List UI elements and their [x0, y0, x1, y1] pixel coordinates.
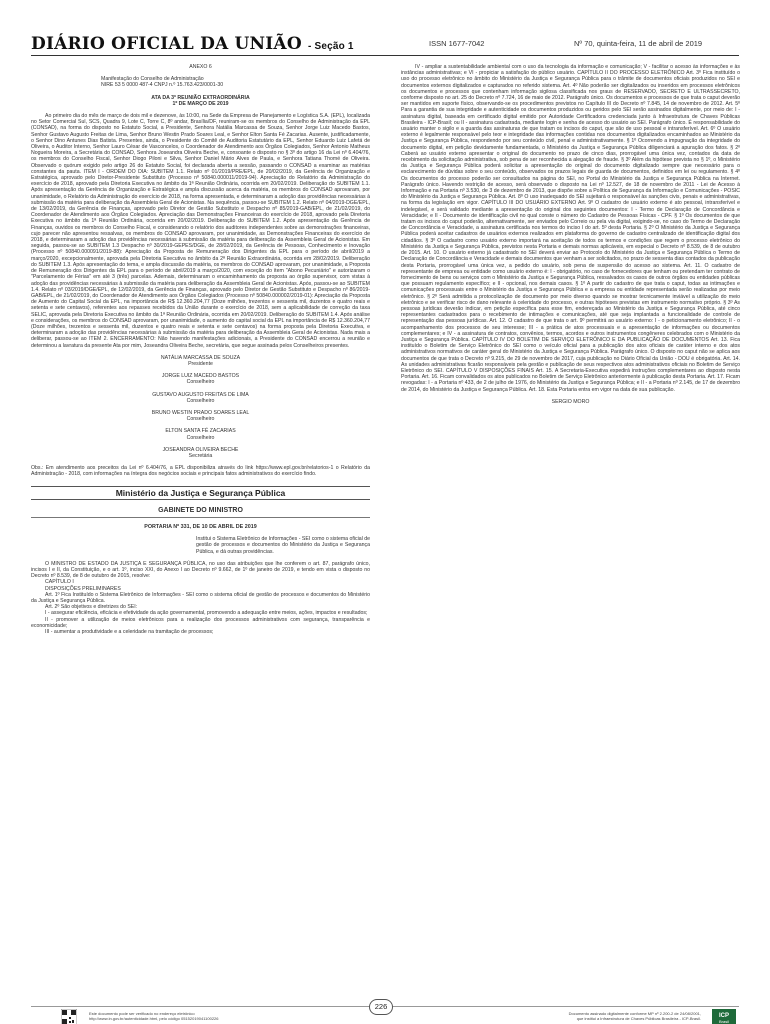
anexo-label: ANEXO 6	[189, 64, 212, 70]
ata-body: Ao primeiro dia do mês de março de dois mil e dezenove, às 10:00, na Sede da Empresa de Planejamento e Logística S.A. (EPL), localizada no Setor Comercial Sul, SCS, Quadra 9, Lote C, Torre C, 8º andar, Brasília/DF, reuniram-se os membros do Conselho de Administração da EPL (CONSAD), na forma do disposto no Estatuto Social, a Presidente, Senhora Natália Marcassa de Souza, Senhor Jorge Luiz Macedo Bastos, Senhor Gustavo Augusto Freitas de Lima, Senhor Bruno Westin Prado Soares Leal, e Senhor Elton Santa Fé Zacarias. Ausente, justificadamente, o Senhor Dino Antunes Dias Batista. Presentes, ainda, o Presidente do Comitê de Auditoria Estatutário da EPL, Senhor Eduardo Luiz Lafetá de Oliveira, o Auditor Interno, Senhor Lauro César de Vasconcelos, o Coordenador de Atendimento aos Órgãos Colegiados, Senhor Antonio Matheus Nogueira Moreira, a Secretária do CONSAD, Senhora Joseandra Oliveira Beche, e, consoante o disposto no § 3º do artigo 16 da Lei nº 6.404/76, os membros do Conselho Fiscal, Senhor Diogo Piloni e Silva, Senhor Daniel Mário Alves de Paula, e Senhora Tatiana Thomé de Oliveira. Observado o quórum exigido pelo artigo 26 do Estatuto Social, foi declarada aberta a sessão, passando o CONSAD a examinar as matérias constantes da pauta. ITEM I - ORDEM DO DIA: SUBITEM 1.1. Relato nº 01/2019/PRE/EPL, de 20/02/2019, da Gerência de Organização e Estratégica, aprovado pelo Diretor-Presidente Substituto (Processo nº 50840.000011/2019-94). Apreciação do Relatório da Administração do exercício de 2018, aprovado pela Diretoria Executiva no âmbito da 1ª Reunião Ordinária, ocorrida em 20/02/2019. Deliberação do SUBITEM 1.1. Após apresentação da Gerência de Organização e Estratégica e ampla discussão acerca da matéria, os membros do CONSAD aprovaram, por unanimidade, o Relatório da Administração do exercício de 2018, na forma apresentada, e determinaram a adoção das providências necessárias à submissão da matéria para deliberação da Assembleia Geral de Acionistas. Na sequência, passou-se SUBITEM 1.2. Relato nº 04/2019-DGE/EPL, de 13/02/2019, da Gerência de Finanças, aprovado pelo Diretor de Gestão Substituto e Despacho nº 85/2019-GAB/EPL, de 21/02/2019, do Coordenador de Atendimento aos Órgãos Colegiados. Apreciação das Demonstrações Financeiras do exercício de 2018, aprovado pela Diretoria Executiva no âmbito da 1ª Reunião Ordinária, ocorrida em 20/02/2019. Deliberação do SUBITEM 1.2. Após apresentação da Gerência de Finanças, ouvidos os membros do Conselho Fiscal, e considerando o relatório dos auditores independentes sobre as demonstrações financeiras, cujo parecer não apresentou ressalvas, os membros do CONSAD aprovaram, por unanimidade, as Demonstrações Financeiras do exercício de 2018, e determinaram a adoção das providências necessárias à submissão da matéria para deliberação da Assembleia Geral de Acionistas. Em seguida, passou-se ao SUBITEM 1.3 Despacho nº 30/2019-GEPES/DGE, de 28/02/2019, da Gerência de Pessoas, Conhecimento e Inovação (Processo nº 50840.000091/2019-88): Apreciação da Proposta de Remuneração dos Dirigentes da EPL para o período de abril/2019 a março/2020, excepcionalmente, aprovada pela Diretoria Executiva no âmbito da 2ª Reunião Extraordinária, ocorrida em 28/02/2019. Deliberação do SUBITEM 1.3. Após apresentação do tema, e ampla discussão da matéria, os membros do CONSAD aprovaram, por unanimidade, a Proposta de Remuneração dos Dirigentes da EPL para o período de abril/2019 a março/2020, com exceção do item "Abono Pecuniário" e autorizaram o "Parcelamento de Férias" em até 3 (três) parcelas. Ademais, determinaram o encaminhamento da proposta ao órgão supervisor, com vistas à adoção das providências necessárias à submissão da matéria para deliberação da Assembleia Geral de Acionistas. Após, passou-se ao SUBITEM 1.4. Relato nº 03/2019/DGE/EPL, de 12/02/2019, da Gerência de Finanças, aprovado pelo Diretor de Gestão Substituto e Despacho nº 86/2019-GAB/EPL, de 21/02/2019, do Coordenador de Atendimento aos Órgãos Colegiados (Processo nº 50840.000002/2019-01): Apreciação da Proposta de Aumento do Capital Social da EPL, na importância de R$ 12.360.204,77 (Doze milhões, trezentos e sessenta mil, duzentos e quatro reais e setenta e sete centavos), referentes aos repasses recebidos da União durante o exercício de 2018, sem a aplicabilidade de correção da taxa SELIC, aprovada pela Diretoria Executiva no âmbito da 1ª Reunião Ordinária, ocorrida em 20/02/2019. Deliberação do SUBITEM 1.4. Após análise e considerações, os membros do CONSAD aprovaram, por unanimidade, o aumento do capital social da EPL na importância de R$ 12.360.204,77 (Doze milhões, trezentos e sessenta mil, duzentos e quatro reais e setenta e sete centavos) na forma proposta pela Diretoria Executiva, e determinaram a adoção das providências necessárias à submissão da matéria para deliberação da Assembleia Geral de Acionistas. Nada mais a deliberar, passou-se ao ITEM 2. ENCERRAMENTO: Não havendo manifestações adicionais, a Presidente do CONSAD encerrou a reunião e determinou a lavratura da presente Ata por mim, Joseandra Oliveira Beche, secretária, que segue assinada pelos Conselheiros presentes.	[31, 113, 370, 349]
footer-signature-note: Documento assinado digitalmente conforme MP nº 2.200-2 de 24/08/2001, que institui a Infraestrutura de Chaves Públicas Brasileira - ICP-Brasil.	[568, 1011, 701, 1021]
portaria-preamble: O MINISTRO DE ESTADO DA JUSTIÇA E SEGURANÇA PÚBLICA, no uso das atribuições que lhe conferem o art. 87, parágrafo único, incisos I e II, da Constituição, e o art. 1º, inciso XXI, do Anexo I ao Decreto nº 9.662, de 1º de janeiro de 2019, e tendo em vista o disposto no Decreto nº 8.539, de 8 de outubro de 2015, resolve:	[31, 560, 370, 580]
left-column	[31, 64, 370, 1004]
icp-brasil-logo-icon	[712, 1009, 736, 1024]
page-footer	[31, 1002, 739, 1024]
gabinete-heading: GABINETE DO MINISTRO	[31, 508, 370, 518]
article-2-item-i: I - assegurar eficiência, eficácia e efetividade da ação governamental, promovendo a adequação entre meios, ações, impactos e resultados;	[45, 610, 368, 617]
masthead	[31, 34, 354, 54]
signature: GUSTAVO AUGUSTO FREITAS DE LIMA Conselheiro	[152, 391, 249, 404]
manifestacao-line-1: Manifestação do Conselho de Administração	[101, 76, 204, 83]
qr-code-icon	[61, 1009, 77, 1024]
chapter-1-title: DISPOSIÇÕES PRELIMINARES	[45, 585, 121, 592]
page-number: 226	[369, 999, 393, 1015]
right-column	[401, 64, 740, 1004]
signature-block	[31, 355, 370, 459]
section-label: - Seção 1	[307, 41, 354, 52]
svg-text:ICP: ICP	[718, 1013, 730, 1019]
ata-date: 1º DE MARÇO DE 2019	[172, 100, 229, 107]
page-header	[31, 34, 739, 56]
signature: JOSEANDRA OLIVEIRA BECHE Secretária	[162, 446, 239, 459]
signature: NATÁLIA MARCASSA DE SOUZA Presidente	[160, 354, 241, 367]
portaria-ementa: Institui o Sistema Eletrônico de Informações - SEI como o sistema oficial de gestão de processos e documentos do Ministério da Justiça e Segurança Pública, e dá outras providências.	[196, 536, 370, 555]
ministry-heading: Ministério da Justiça e Segurança Pública	[31, 486, 370, 500]
chapter-1: CAPÍTULO I	[45, 579, 74, 586]
signer-name: SERGIO MORO	[551, 398, 590, 405]
footer-verification: Este documento pode ser verificado no endereço eletrônico http://www.in.gov.br/autenticidade.html, pelo código 05152019041100226	[89, 1011, 219, 1021]
svg-text:Brasil: Brasil	[718, 1019, 730, 1024]
article-2-item-iii: III - aumentar a produtividade e a celeridade na tramitação de processos;	[45, 629, 214, 636]
portaria-title: PORTARIA Nº 331, DE 10 DE ABRIL DE 2019	[144, 523, 257, 530]
article-2-item-ii: II - promover a utilização de meios eletrônicos para a realização dos processos administrativos com segurança, transparência e economicidade;	[31, 616, 370, 629]
issue-info: Nº 70, quinta-feira, 11 de abril de 2019	[574, 39, 703, 48]
signature: ELTON SANTA FÉ ZACARIAS Conselheiro	[165, 428, 236, 441]
ata-title: ATA DA 3ª REUNIÃO EXTRAORDINÁRIA	[151, 94, 250, 101]
obs-note: Obs.: Em atendimento aos preceitos da Lei nº 6.404/76, a EPL disponibiliza através do link https://www.epl.gov.br/relatorios-1 o Relatório da Administração - 2018, com informações na íntegra dos negócios sociais e principais fatos administrativos do exercício findo.	[31, 465, 370, 478]
article-1: Art. 1º Fica Instituído o Sistema Eletrônico de Informações - SEI como o sistema oficial de gestão de processos e documentos do Ministério da Justiça e Segurança Pública.	[31, 591, 370, 605]
article-2: Art. 2º São objetivos e diretrizes do SEI:	[45, 604, 138, 611]
portaria-body-continued: IV - ampliar a sustentabilidade ambiental com o uso da tecnologia da informação e comunicação; V - facilitar o acesso às informações e às instâncias administrativas; e VI - propiciar a satisfação do público usuário. CAPÍTULO II DO PROCESSO ELETRÔNICO Art. 3º Fica instituído o uso do processo eletrônico no âmbito do Ministério da Justiça e Segurança Pública para o trâmite de documentos oficiais produzidos no SEI e documentos externos digitalizados e capturados no referido sistema. Art. 4º Não poderão ser digitalizados ou inseridos em processos eletrônicos os documentos e processos que contenham informação sigilosa classificada nos graus de RESERVADO, SECRETO E ULTRASSECRETO, conforme disposto no art. 25 do Decreto nº 7.724, 16 de maio de 2012. Parágrafo único. Os documentos e processos de que trata o caput deverão ser mantidos em suporte físico, observando-se os procedimentos previstos no Capítulo III do Decreto nº 7.845, 14 de novembro de 2012. Art. 5º Para a garantia de sua integridade e autenticidade os documentos produzidos ou geridos pelo SEI serão assinados digitalmente, por meio de: I - assinatura digital, baseada em certificado digital emitido por Autoridade Certificadora credenciada junto à Infraestrutura de Chaves Públicas Brasileira - ICP-Brasil; ou II - assinatura cadastrada, mediante login e senha de acesso do usuário ao SEI. Parágrafo único. É responsabilidade do usuário manter o sigilo e a guarda das assinaturas de que tratam os incisos do caput, que são de uso pessoal e intransferível. Art. 6º O usuário externo é legalmente responsável pelo teor e integridade das informações contidas nos documentos digitalizados encaminhados ao Ministério da Justiça e Segurança Pública, respondendo por seu conteúdo civil, penal e administrativamente. § 1º Ocorrendo a impugnação da integridade do documento digital, em petição devidamente fundamentada, o Ministério da Justiça e Segurança Pública diligenciará a apuração dos fatos. § 2º Caberá ao usuário externo apresentar o original do documento no prazo de cinco dias, prorrogável uma única vez, contados da data de recebimento da solicitação administrativa, sob pena de ser reconhecida a alegação de fraude. § 3º Além da hipótese prevista no § 1º, o Ministério da Justiça e Segurança Pública poderá solicitar a apresentação do original do documento digitalizado sempre que necessário para o esclarecimento de dúvidas sobre o seu conteúdo, observados os prazos legais de guarda de documentos, definidos em lei ou regulamento. § 4º Os documentos do processo poderão ser consultados na página do SEI, no Portal do Ministério da Justiça e Segurança Pública na Internet. Parágrafo único. Havendo restrição de acesso, será observado o disposto na Lei nº 12.527, de 18 de novembro de 2011 - Lei de Acesso à Informação e na Portaria nº 3.530, de 3 de dezembro de 2013, que dispõe sobre a Política de Segurança da Informação e Comunicações - POSIC do Ministério da Justiça e Segurança Pública. Art. 8º O uso inadequado do SEI sujeitará o responsável às sanções civis, penais e administrativas, na forma da legislação em vigor. CAPÍTULO III DO USUÁRIO EXTERNO Art. 9º O cadastro de usuário externo é ato pessoal, intransferível e indelegável, e será validado mediante a apresentação do original dos seguintes documentos: I - Termo de Declaração de Concordância e Veracidade; e II - Documento de identificação civil no qual conste o número do Cadastro de Pessoas Físicas - CPF. § 1º Os documentos de que tratam os incisos do caput poderão, alternativamente, ser enviados pelo Correio ou pela via digital, exigindo-se, no caso do Termo de Declaração de Concordância e Veracidade, a assinatura certificada nos termos do inciso I do art. 5º desta Portaria. § 2º O Ministério da Justiça e Segurança Pública poderá aceitar cadastros de usuários externos realizados em plataforma do governo de cadastro centralizado de identificação digital dos cidadãos. § 3º O cadastro como usuário externo importará na aceitação de todos os termos e condições que regem o processo eletrônico do Ministério da Justiça e Segurança Pública, previstos nesta Portaria e demais normas aplicáveis, em especial o Decreto nº 8.539, de 8 de outubro de 2015. Art. 10. O usuário externo já cadastrado no SEI deverá enviar ao Protocolo do Ministério da Justiça e Segurança Pública o Termo de Declaração de Concordância e Veracidade e demais documentos que venham a ser solicitados, no prazo de sessenta dias contados da publicação desta Portaria, prorrogável uma única vez, a pedido do usuário, sob pena de suspensão do acesso ao sistema. Art. 11. O cadastro de representante de empresa ou entidade como usuário externo é: I - obrigatório, no caso de fornecedores que tenham ou pretendam ter contrato de fornecimento de bens ou serviços com o Ministério da Justiça e Segurança Pública, ressalvados os casos de outros órgãos ou entidades públicas que possuam regulamento específico; e II - opcional, nos demais casos. § 1º A partir do cadastro de que trata o caput, todas as intimações e comunicações processuais entre o Ministério da Justiça e Segurança Pública e a empresa ou entidade representada serão realizadas por meio eletrônico. § 2º Será admitida a protocolização de documento por meio diverso quando se mostrar tecnicamente inviável a utilização do meio eletrônico e se verificar risco de dano relevante à celeridade do processo, e outras hipóteses previstas em instrumento normativo próprio. § 3º As pessoas jurídicas deverão indicar, em petição específica para esse fim, endereçada ao Ministério da Justiça e Segurança Pública, até cinco representantes cadastrados para o recebimento de intimações e comunicações, até que seja implantada a funcionalidade de controle de representação das pessoas jurídicas. Art. 12. O cadastro de que trata o art. 9º permitirá ao usuário externo: I - o peticionamento eletrônico; II - o acompanhamento dos processos de seu interesse; III - a prática de atos processuais e a apresentação de informações ou documentos complementares; e IV - a assinatura de contratos, convênios, termos, acordos e outros instrumentos congêneres celebrados com o Ministério da Justiça e Segurança Pública. CAPÍTULO IV DO BOLETIM DE SERVIÇO ELETRÔNICO E DA PUBLICAÇÃO DE DOCUMENTOS Art. 13. Fica instituído o Boletim de Serviço Eletrônico do SEI como o veículo oficial para a publicação dos atos oficiais de caráter interno e dos atos administrativos normativos de caráter geral do Ministério da Justiça e Segurança Pública. Parágrafo único. O disposto no caput não se aplica aos documentos de que trata o Decreto nº 9.215, de 29 de novembro de 2017, cuja publicação no Diário Oficial da União - DOU é obrigatória. Art. 14. As unidades administrativas ficarão responsáveis pela gestão e publicação de seus respectivos atos administrativos oficiais no Boletim de Serviço Eletrônico do SEI. CAPÍTULO V DISPOSIÇÕES FINAIS Art. 15. A Secretaria-Executiva expedirá instruções complementares ao disposto nesta Portaria. Art. 16. Ficam convalidados os atos publicados no Boletim de Serviço Eletrônico anteriormente à publicação desta Portaria. Art. 17. Ficam revogadas: I - a Portaria nº 433, de 2 de julho de 1976, do Ministério da Justiça e Segurança Pública; e II - a Portaria nº 2.145, de 17 de dezembro de 2014, do Ministério da Justiça e Segurança Pública. Art. 18. Esta Portaria entra em vigor na data de sua publicação.	[401, 64, 740, 393]
masthead-title: DIÁRIO OFICIAL DA UNIÃO	[31, 34, 302, 54]
signature: JORGE LUIZ MACEDO BASTOS Conselheiro	[161, 373, 240, 386]
manifestacao-line-2: NIRE 53 5 0000 487-4 CNPJ n.º 15.763.423/0001-30	[101, 82, 224, 89]
issn: ISSN 1677-7042	[429, 39, 485, 48]
signature: BRUNO WESTIN PRADO SOARES LEAL Conselheiro	[151, 409, 250, 423]
